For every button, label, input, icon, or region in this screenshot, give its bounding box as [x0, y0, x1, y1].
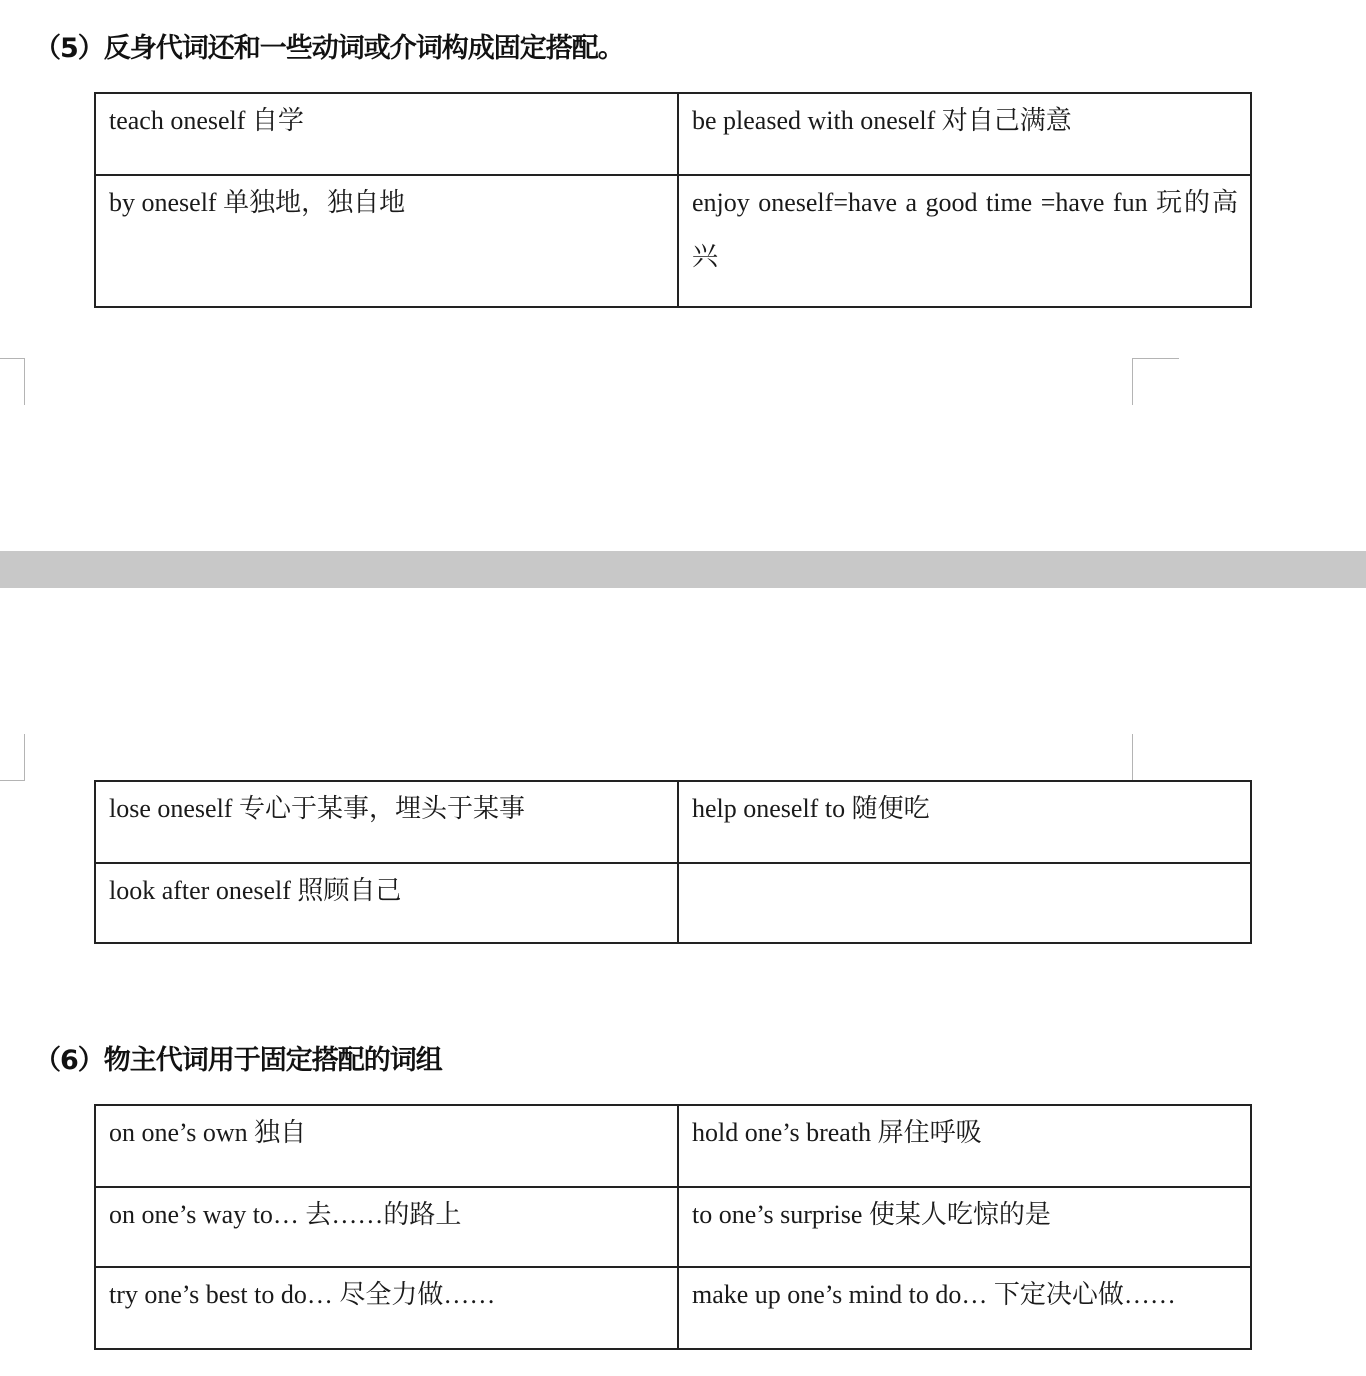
reflexive-phrases-table-2: [94, 780, 1252, 944]
table-row: [95, 1267, 1251, 1349]
table-row: [95, 1187, 1251, 1267]
table-cell: [95, 1105, 678, 1187]
crop-mark: [1132, 734, 1179, 780]
table-cell: [678, 1267, 1251, 1349]
cell-text: on one’s own 独自: [109, 1118, 307, 1147]
table-cell: [678, 93, 1251, 175]
table-cell: [678, 1187, 1251, 1267]
table-cell: [95, 1267, 678, 1349]
cell-text: enjoy oneself=have a good time =have fun 玩的高兴: [692, 188, 1238, 271]
table-row: [95, 175, 1251, 307]
reflexive-phrases-table-1: [94, 92, 1252, 308]
table-row: [95, 863, 1251, 943]
table-cell: [95, 781, 678, 863]
page-separator: [0, 551, 1366, 588]
cell-text: lose oneself 专心于某事，埋头于某事: [109, 794, 525, 823]
table-cell: [678, 175, 1251, 307]
cell-text: by oneself 单独地，独自地: [109, 188, 406, 217]
crop-mark: [1132, 358, 1179, 405]
cell-text: make up one’s mind to do… 下定决心做……: [692, 1280, 1176, 1309]
table-row: [95, 1105, 1251, 1187]
table-row: [95, 93, 1251, 175]
cell-text: to one’s surprise 使某人吃惊的是: [692, 1200, 1051, 1229]
table-cell: [678, 863, 1251, 943]
table-cell: [678, 1105, 1251, 1187]
cell-text: look after oneself 照顾自己: [109, 876, 402, 905]
cell-text: be pleased with oneself 对自己满意: [692, 106, 1072, 135]
table-cell: [95, 1187, 678, 1267]
table-row: [95, 781, 1251, 863]
cell-text: try one’s best to do… 尽全力做……: [109, 1280, 496, 1309]
cell-text: on one’s way to… 去……的路上: [109, 1200, 462, 1229]
crop-mark: [0, 358, 25, 405]
table-cell: [95, 93, 678, 175]
section-5-heading: （5）反身代词还和一些动词或介词构成固定搭配。: [34, 33, 624, 64]
cell-text: help oneself to 随便吃: [692, 794, 930, 823]
possessive-phrases-table: [94, 1104, 1252, 1350]
section-6-heading: （6）物主代词用于固定搭配的词组: [34, 1045, 442, 1076]
cell-text: hold one’s breath 屏住呼吸: [692, 1118, 982, 1147]
crop-mark: [0, 734, 25, 781]
cell-text: teach oneself 自学: [109, 106, 304, 135]
table-cell: [678, 781, 1251, 863]
table-cell: [95, 863, 678, 943]
table-cell: [95, 175, 678, 307]
